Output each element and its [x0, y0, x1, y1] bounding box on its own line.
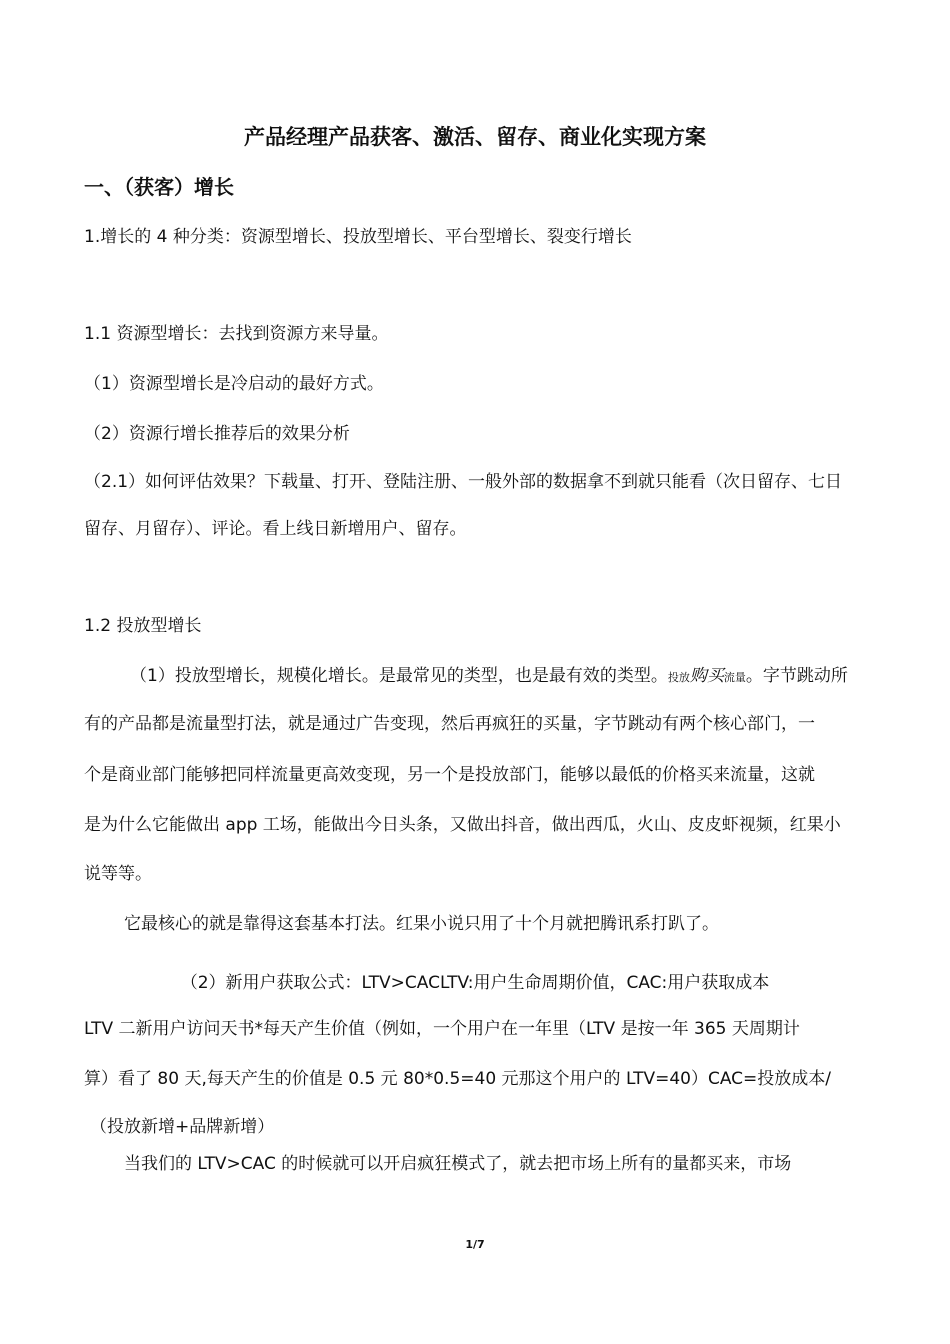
- paragraph-text: （1）投放型增长，规模化增长。是最常见的类型，也是最有效的类型。: [130, 666, 668, 686]
- page-number: 1/7: [465, 1238, 485, 1251]
- paragraph-paid-growth-line-1: [130, 665, 848, 689]
- list-item-evaluate-line-2: 留存、月留存）、评论。看上线日新增用户、留存。: [84, 519, 467, 539]
- paragraph-text: 。字节跳动所: [745, 666, 848, 686]
- list-item-cold-start: （1）资源型增长是冷启动的最好方式。: [84, 374, 384, 394]
- list-item-evaluate-line-1: （2.1）如何评估效果？下载量、打开、登陆注册、一般外部的数据拿不到就只能看（次日留存、七日: [84, 472, 843, 492]
- paragraph-ltv-line-2: 算）看了 80 天,每天产生的价值是 0.5 元 80*0.5=40 元那这个用户的 LTV=40）CAC=投放成本/: [84, 1069, 832, 1089]
- subheading-paid-growth: 1.2 投放型增长: [84, 616, 202, 636]
- paragraph-core-strategy: 它最核心的就是靠得这套基本打法。红果小说只用了十个月就把腾讯系打趴了。: [124, 914, 719, 934]
- paragraph-crazy-mode: 当我们的 LTV>CAC 的时候就可以开启疯狂模式了，就去把市场上所有的量都买来，市场: [124, 1154, 792, 1174]
- paragraph-ltv-line-1: LTV 二新用户访问天书*每天产生价值（例如，一个用户在一年里（LTV 是按一年 365 天周期计: [84, 1019, 800, 1039]
- document-title: 产品经理产品获客、激活、留存、商业化实现方案: [244, 125, 706, 149]
- paragraph-paid-growth-line-4: 是为什么它能做出 app 工场，能做出今日头条，又做出抖音，做出西瓜，火山、皮皮虾视频，红果小: [84, 815, 841, 835]
- paragraph-ltv-line-3: （投放新增+品牌新增）: [90, 1117, 275, 1137]
- paragraph-italic-text: 购买: [689, 666, 724, 686]
- paragraph-small-text: 投放: [667, 671, 690, 684]
- paragraph-growth-types: 1.增长的 4 种分类：资源型增长、投放型增长、平台型增长、裂变行增长: [84, 227, 632, 247]
- paragraph-paid-growth-line-2: 有的产品都是流量型打法，就是通过广告变现，然后再疯狂的买量，字节跳动有两个核心部门，一: [84, 714, 815, 734]
- paragraph-paid-growth-line-5: 说等等。: [84, 864, 152, 884]
- list-item-effect-analysis: （2）资源行增长推荐后的效果分析: [84, 424, 350, 444]
- paragraph-paid-growth-line-3: 个是商业部门能够把同样流量更高效变现，另一个是投放部门，能够以最低的价格买来流量，这就: [84, 765, 815, 785]
- paragraph-small-text: 流量: [723, 671, 746, 684]
- section-heading-acquisition: 一、（获客）增长: [84, 175, 234, 199]
- subheading-resource-growth: 1.1 资源型增长：去找到资源方来导量。: [84, 324, 389, 344]
- paragraph-formula: （2）新用户获取公式：LTV>CACLTV:用户生命周期价值，CAC:用户获取成本: [180, 973, 770, 993]
